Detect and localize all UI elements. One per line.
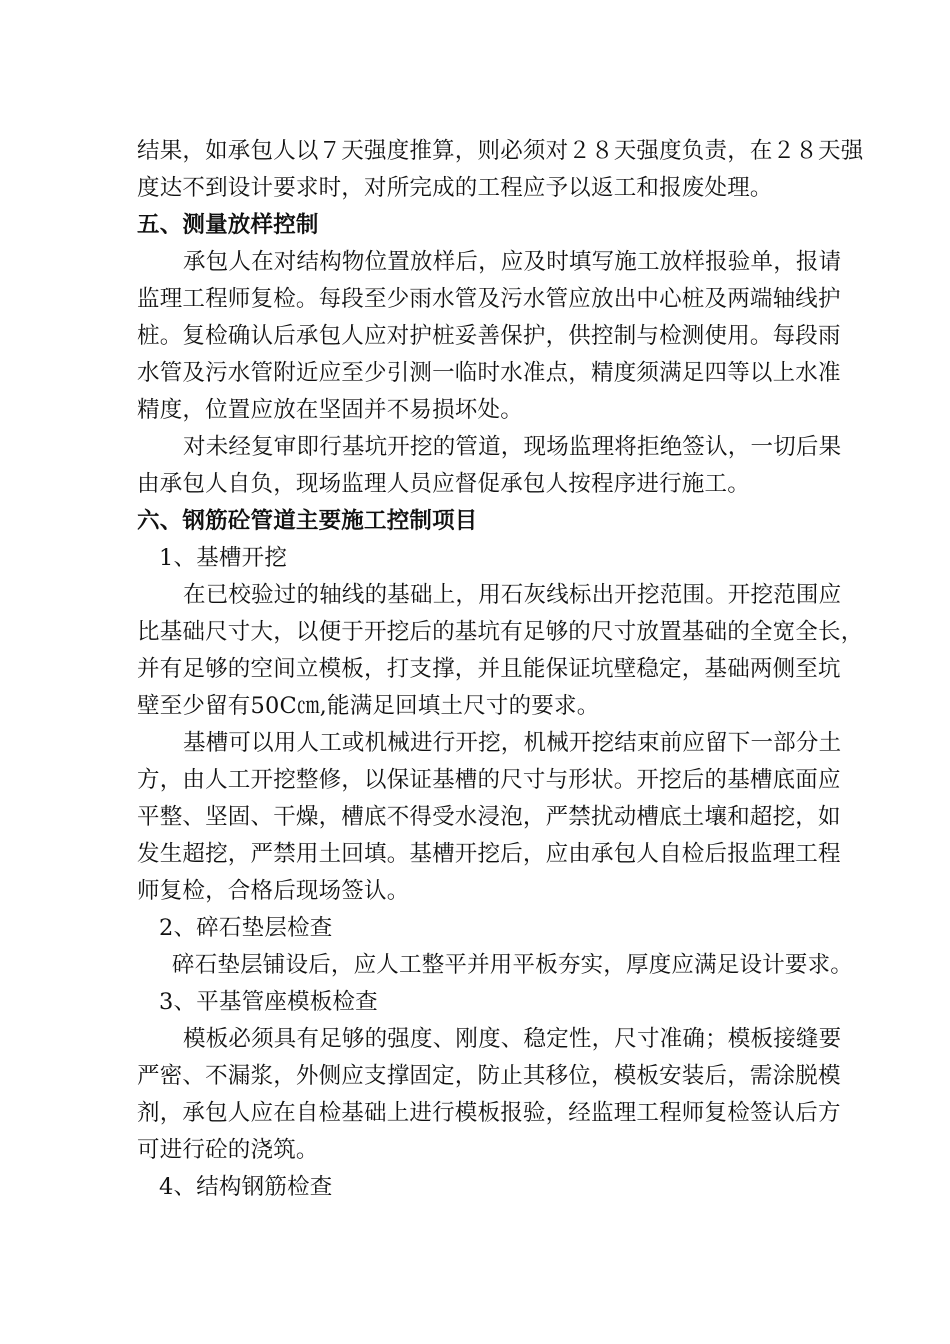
text-line: 度达不到设计要求时，对所完成的工程应予以返工和报废处理。 xyxy=(137,175,773,201)
text-line: 平整、坚固、干燥，槽底不得受水浸泡，严禁扰动槽底土壤和超挖，如 xyxy=(137,804,841,830)
text-line: 桩。复检确认后承包人应对护桩妥善保护，供控制与检测使用。每段雨 xyxy=(137,323,841,349)
text-line: 壁至少留有50C㎝,能满足回填土尺寸的要求。 xyxy=(137,693,600,719)
subsection-heading: 3、平基管座模板检查 xyxy=(159,989,378,1015)
subsection-heading: 4、结构钢筋检查 xyxy=(159,1174,333,1200)
text-line: 发生超挖，严禁用土回填。基槽开挖后，应由承包人自检后报监理工程 xyxy=(137,841,841,867)
text-line: 承包人在对结构物位置放样后，应及时填写施工放样报验单，报请 xyxy=(183,249,842,275)
text-line: 碎石垫层铺设后，应人工整平并用平板夯实，厚度应满足设计要求。 xyxy=(172,952,854,978)
text-line: 水管及污水管附近应至少引测一临时水准点，精度须满足四等以上水准 xyxy=(137,360,841,386)
section-heading: 五、测量放样控制 xyxy=(137,212,319,238)
text-line: 并有足够的空间立模板，打支撑，并且能保证坑壁稳定，基础两侧至坑 xyxy=(137,656,841,682)
subsection-heading: 2、碎石垫层检查 xyxy=(159,915,333,941)
text-line: 严密、不漏浆，外侧应支撑固定，防止其移位，模板安装后，需涂脱模 xyxy=(137,1063,841,1089)
text-line: 精度，位置应放在坚固并不易损坏处。 xyxy=(137,397,523,423)
text-line: 方，由人工开挖整修，以保证基槽的尺寸与形状。开挖后的基槽底面应 xyxy=(137,767,841,793)
subsection-heading: 1、基槽开挖 xyxy=(159,545,288,571)
text-line: 剂，承包人应在自检基础上进行模板报验，经监理工程师复检签认后方 xyxy=(137,1100,841,1126)
text-line: 基槽可以用人工或机械进行开挖，机械开挖结束前应留下一部分土 xyxy=(183,730,842,756)
text-line: 比基础尺寸大，以便于开挖后的基坑有足够的尺寸放置基础的全宽全长， xyxy=(137,619,864,645)
text-line: 结果，如承包人以７天强度推算，则必须对２８天强度负责，在２８天强 xyxy=(137,138,864,164)
text-line: 师复检，合格后现场签认。 xyxy=(137,878,410,904)
text-line: 在已校验过的轴线的基础上，用石灰线标出开挖范围。开挖范围应 xyxy=(183,582,842,608)
text-line: 可进行砼的浇筑。 xyxy=(137,1137,319,1163)
section-heading: 六、钢筋砼管道主要施工控制项目 xyxy=(137,508,478,534)
text-line: 对未经复审即行基坑开挖的管道，现场监理将拒绝签认，一切后果 xyxy=(183,434,842,460)
text-line: 模板必须具有足够的强度、刚度、稳定性，尺寸准确；模板接缝要 xyxy=(183,1026,842,1052)
text-line: 监理工程师复检。每段至少雨水管及污水管应放出中心桩及两端轴线护 xyxy=(137,286,841,312)
text-line: 由承包人自负，现场监理人员应督促承包人按程序进行施工。 xyxy=(137,471,750,497)
